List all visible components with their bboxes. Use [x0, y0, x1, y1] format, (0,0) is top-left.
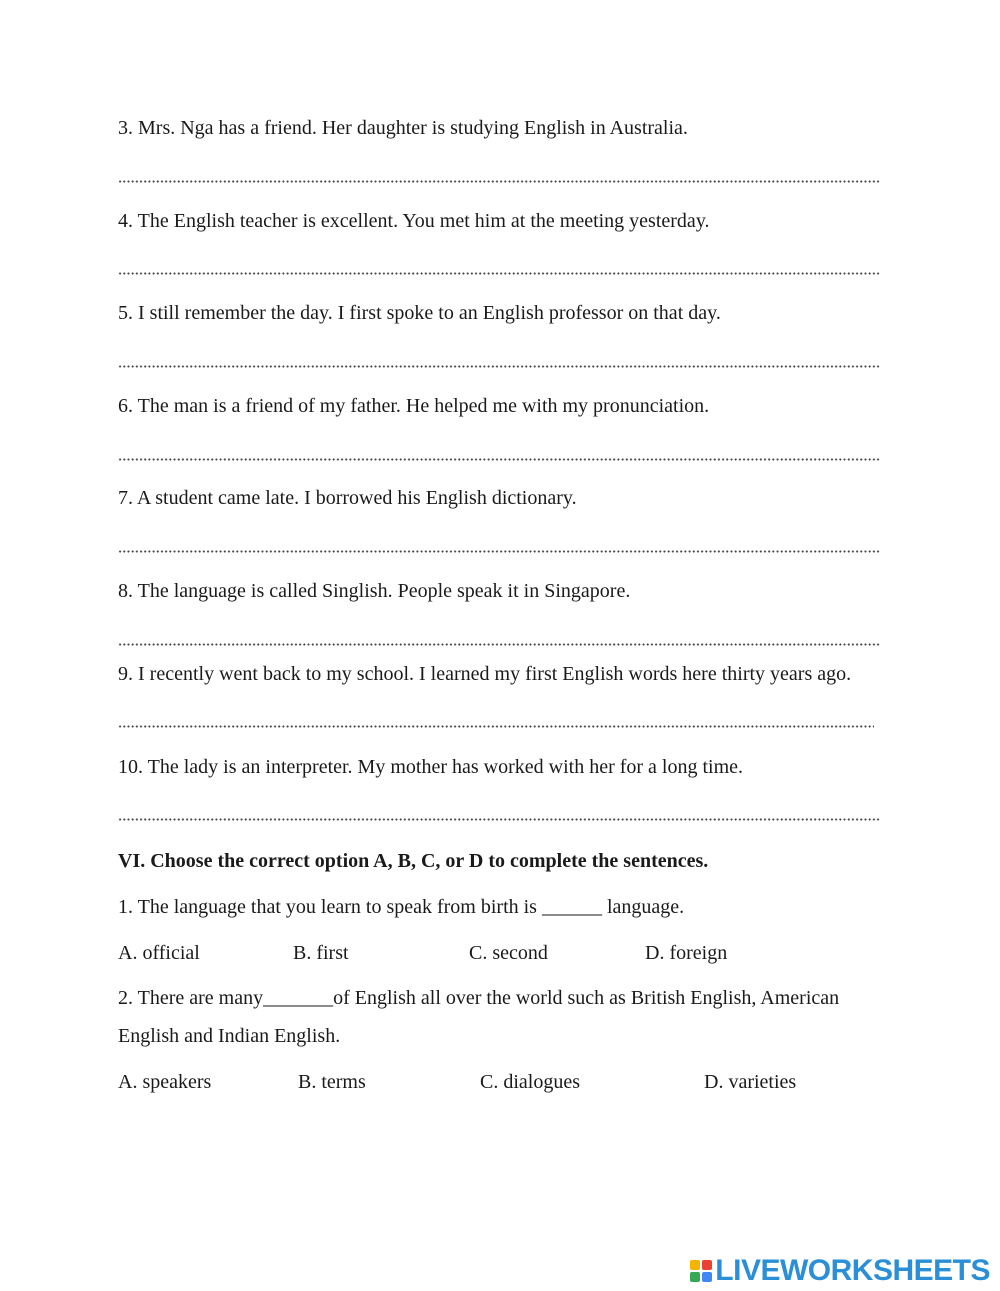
option-c[interactable]: C. dialogues	[480, 1071, 580, 1093]
question-text: 7. A student came late. I borrowed his English dictionary.	[118, 487, 577, 509]
logo-block	[702, 1272, 712, 1282]
option-d[interactable]: D. varieties	[704, 1071, 797, 1093]
question-text: 4. The English teacher is excellent. You met him at the meeting yesterday.	[118, 210, 710, 232]
option-c[interactable]: C. second	[469, 942, 548, 964]
option-b[interactable]: B. terms	[298, 1071, 366, 1093]
answer-line[interactable]	[118, 818, 880, 821]
answer-line[interactable]	[118, 643, 880, 646]
question-text: 9. I recently went back to my school. I learned my first English words here thirty years ago.	[118, 663, 852, 685]
option-a[interactable]: A. official	[118, 942, 200, 964]
answer-line[interactable]	[118, 725, 874, 728]
question-text: 5. I still remember the day. I first spoke to an English professor on that day.	[118, 302, 721, 324]
question-text: 2. There are many_______of English all over the world such as British English, American	[118, 987, 840, 1009]
option-a[interactable]: A. speakers	[118, 1071, 212, 1093]
option-d[interactable]: D. foreign	[645, 942, 728, 964]
logo-block	[702, 1260, 712, 1270]
question-text: 8. The language is called Singlish. People speak it in Singapore.	[118, 580, 631, 602]
answer-line[interactable]	[118, 272, 880, 275]
question-text: 1. The language that you learn to speak from birth is ______ language.	[118, 896, 685, 918]
section-heading: VI. Choose the correct option A, B, C, or D to complete the sentences.	[118, 850, 709, 872]
logo-text: LIVEWORKSHEETS	[715, 1254, 990, 1287]
answer-line[interactable]	[118, 550, 880, 553]
logo-blocks-icon	[690, 1260, 712, 1282]
answer-line[interactable]	[118, 180, 880, 183]
answer-line[interactable]	[118, 458, 880, 461]
logo-block	[690, 1272, 700, 1282]
logo-block	[690, 1260, 700, 1270]
option-b[interactable]: B. first	[293, 942, 349, 964]
question-text: 10. The lady is an interpreter. My mother has worked with her for a long time.	[118, 756, 744, 778]
question-text-continued: English and Indian English.	[118, 1025, 341, 1047]
liveworksheets-logo	[690, 1254, 990, 1288]
question-text: 3. Mrs. Nga has a friend. Her daughter is studying English in Australia.	[118, 117, 688, 139]
question-text: 6. The man is a friend of my father. He helped me with my pronunciation.	[118, 395, 710, 417]
answer-line[interactable]	[118, 365, 880, 368]
